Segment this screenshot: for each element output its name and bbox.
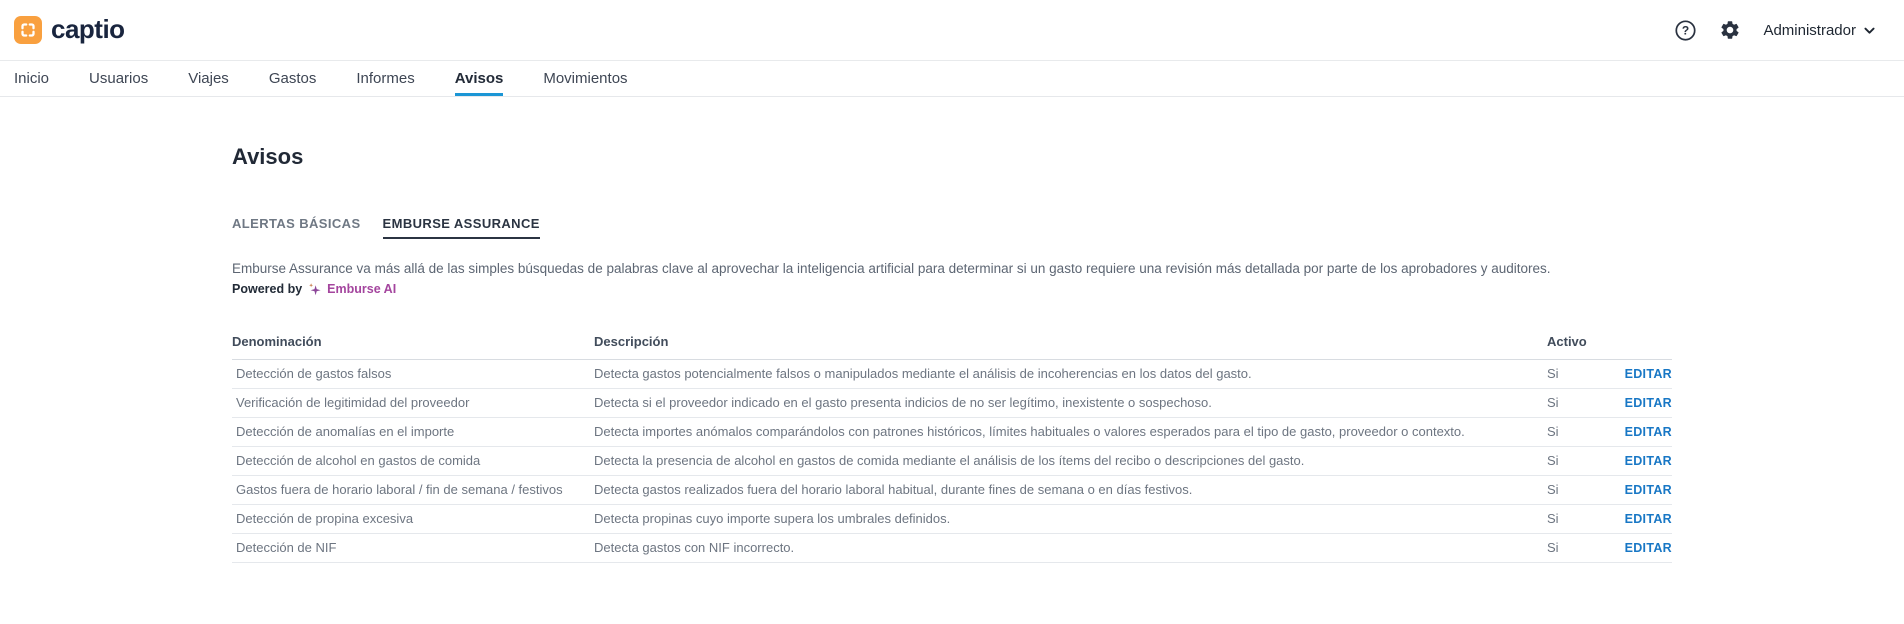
help-icon[interactable] [1674,19,1697,42]
nav-item[interactable] [543,61,627,96]
chevron-down-icon [1863,24,1876,37]
table-header-row [232,329,1672,360]
nav-item-label: Avisos [454,70,504,87]
powered-by-label: Powered by [232,282,303,297]
gear-icon[interactable] [1719,19,1741,41]
page-title: Avisos [232,144,304,169]
sparkle-icon [307,282,322,297]
captio-logo[interactable] [14,13,125,45]
user-menu[interactable] [1763,22,1876,39]
nav-item[interactable] [455,61,504,96]
main-nav [0,61,1904,97]
page-content [0,97,1704,563]
svg-text:?: ? [1682,23,1690,38]
table-row [232,447,1672,476]
section-tabs [232,216,1704,239]
rule-active-value: Si [1547,453,1559,469]
captio-logo-text: captio [51,13,125,44]
edit-link[interactable]: EDITAR [1624,425,1672,440]
powered-by [232,282,1704,297]
nav-item-label: Inicio [14,70,50,87]
app-header [0,0,1904,61]
nav-item[interactable] [188,61,229,96]
nav-item-label: Usuarios [89,70,149,87]
assurance-rules-table [232,329,1672,563]
table-row [232,534,1672,563]
rule-active-value: Si [1547,482,1559,498]
edit-link[interactable]: EDITAR [1624,367,1672,382]
header-actions [1674,19,1876,42]
column-header-descripcion: Descripción [594,333,669,349]
table-row [232,389,1672,418]
rule-active-value: Si [1547,424,1559,440]
nav-item-label: Viajes [188,70,229,87]
rule-description: Detecta propinas cuyo importe supera los umbrales definidos. [594,511,951,527]
rule-name: Detección de alcohol en gastos de comida [236,453,481,469]
table-row [232,360,1672,389]
captio-logo-icon [14,16,42,44]
rule-active-value: Si [1547,540,1559,556]
assurance-intro-text: Emburse Assurance va más allá de las simples búsquedas de palabras clave al aprovechar la inteligencia artificial para determinar si un gasto requiere una revisión más detallada por parte de los aprobadores y auditores. [232,261,1551,276]
rule-description: Detecta la presencia de alcohol en gastos de comida mediante el análisis de los ítems del recibo o descripciones del gasto. [594,453,1305,469]
rule-name: Verificación de legitimidad del proveedor [236,395,470,411]
rule-active-value: Si [1547,366,1559,382]
rule-name: Detección de gastos falsos [236,366,392,382]
tab-item[interactable] [383,216,540,239]
rule-name: Detección de anomalías en el importe [236,424,455,440]
table-row [232,418,1672,447]
rule-name: Detección de propina excesiva [236,511,414,527]
nav-item-label: Movimientos [543,70,628,87]
emburse-ai-link[interactable]: Emburse AI [327,282,397,297]
nav-item-label: Informes [356,70,415,87]
edit-link[interactable]: EDITAR [1624,541,1672,556]
column-header-actions [1610,336,1672,351]
rule-description: Detecta si el proveedor indicado en el gasto presenta indicios de no ser legítimo, inexistente o sospechoso. [594,395,1212,411]
edit-link[interactable]: EDITAR [1624,483,1672,498]
column-header-activo: Activo [1547,333,1587,349]
edit-link[interactable]: EDITAR [1624,396,1672,411]
nav-item[interactable] [89,61,148,96]
tab-item[interactable] [232,216,361,239]
nav-item[interactable] [14,61,49,96]
tab-label: EMBURSE ASSURANCE [382,216,540,231]
rule-description: Detecta gastos con NIF incorrecto. [594,540,795,556]
rule-name: Detección de NIF [236,540,337,556]
tab-label: ALERTAS BÁSICAS [232,216,361,231]
rule-active-value: Si [1547,395,1559,411]
nav-item[interactable] [269,61,317,96]
user-menu-label: Administrador [1763,21,1856,39]
column-header-denominacion: Denominación [232,333,322,349]
nav-item[interactable] [356,61,414,96]
table-row [232,476,1672,505]
rule-active-value: Si [1547,511,1559,527]
edit-link[interactable]: EDITAR [1624,454,1672,469]
rule-description: Detecta gastos realizados fuera del horario laboral habitual, durante fines de semana o en días festivos. [594,482,1193,498]
edit-link[interactable]: EDITAR [1624,512,1672,527]
table-row [232,505,1672,534]
rule-description: Detecta gastos potencialmente falsos o manipulados mediante el análisis de incoherencias en los datos del gasto. [594,366,1252,382]
rule-name: Gastos fuera de horario laboral / fin de semana / festivos [236,482,563,498]
nav-item-label: Gastos [268,70,317,87]
rule-description: Detecta importes anómalos comparándolos con patrones históricos, límites habituales o valores esperados para el tipo de gasto, proveedor o contexto. [594,424,1465,440]
